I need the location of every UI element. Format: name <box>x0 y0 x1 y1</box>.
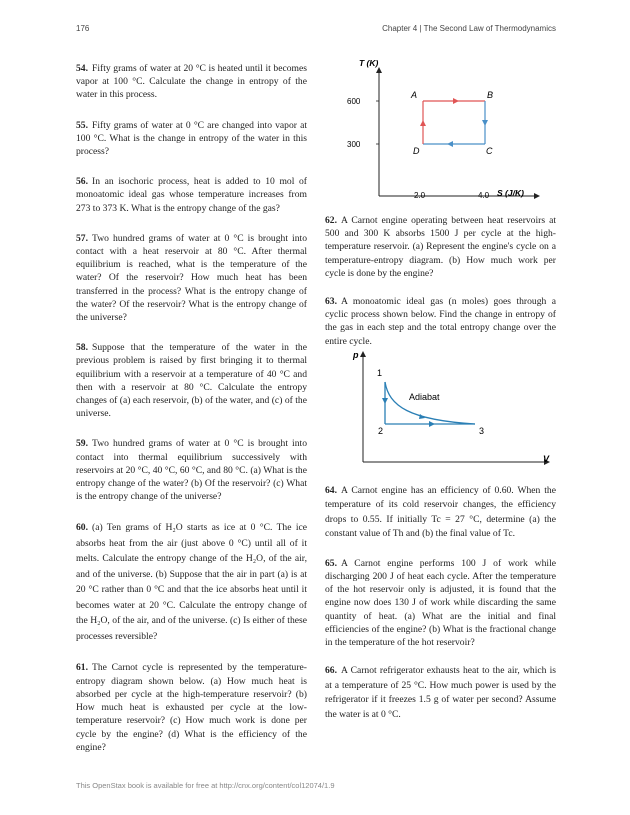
problem-text: (a) Ten grams of H₂O starts as ice at 0 °C. The ice absorbs heat from the air (just above 0 °C) until all of it melts. Calculate the entropy change of the H₂O, of the air, and of the universe. (b) Suppose that the air in part (a) is at 20 °C rather than 0 °C and that the ice absorbs heat until it becomes water at 20 °C. Calculate the entropy change of the H₂O, of the air, and of the universe. (c) Is either of these processes reversible? <box>76 522 307 642</box>
problem-58 <box>76 341 307 420</box>
adiabat-label: Adiabat <box>409 391 440 402</box>
problem-number: 59. <box>76 438 88 450</box>
x-tick-4: 4.0 <box>478 191 490 200</box>
pv-diagram-svg <box>325 348 556 466</box>
problem-63 <box>325 295 556 348</box>
problem-57 <box>76 232 307 324</box>
problem-text: A Carnot engine performs 100 J of work while discharging 200 J of heat each cycle. After the temperature of the hot reservoir only is adjusted, it is found that the engine now does 130 J of work while discarding the same quantity of heat. (a) What are the initial and final efficiencies of the engine? (b) What is the fractional change in the temperature of the hot reservoir? <box>325 557 556 649</box>
arrow-cd <box>447 141 453 147</box>
point-2-label: 2 <box>378 425 384 436</box>
point-c-label: C <box>486 146 493 156</box>
pv-diagram <box>325 348 556 466</box>
problem-text: Fifty grams of water at 0 °C are changed into vapor at 100 °C. What is the change in entropy of the water in this process? <box>76 119 307 158</box>
problem-59 <box>76 437 307 503</box>
footer: This OpenStax book is available for free at http://cnx.org/content/col12074/1.9 <box>76 781 335 790</box>
problem-54 <box>76 62 307 102</box>
x-tick-2: 2.0 <box>414 191 426 200</box>
point-3-label: 3 <box>479 425 485 436</box>
problem-66 <box>325 664 556 722</box>
problem-number: 58. <box>76 342 88 354</box>
arrow-ab <box>453 98 459 104</box>
problem-62 <box>325 214 556 280</box>
problem-61 <box>76 661 307 753</box>
problem-text: Two hundred grams of water at 0 °C is brought into contact with a heat reservoir at 80 °C. After thermal equilibrium is reached, what is the temperature of the water? Of the reservoir? How much heat has been transferred in the process? What is the entropy change of the water? Of the reservoir? What is the entropy change of the universe? <box>76 232 307 324</box>
problem-number: 57. <box>76 232 88 244</box>
y-axis-label: T (K) <box>359 58 379 68</box>
problem-56 <box>76 175 307 215</box>
problem-65 <box>325 557 556 649</box>
problem-number: 60. <box>76 522 88 534</box>
problem-64 <box>325 484 556 542</box>
problem-number: 55. <box>76 119 88 131</box>
problem-number: 61. <box>76 662 88 674</box>
y-tick-300: 300 <box>347 140 361 149</box>
x-axis-label: S (J/K) <box>497 188 524 198</box>
problem-text: In an isochoric process, heat is added to 10 mol of monoatomic ideal gas whose temperature increases from 273 to 373 K. What is the entropy change of the gas? <box>76 176 307 214</box>
problem-text: Suppose that the temperature of the water in the previous problem is raised by first bringing it to thermal equilibrium with a reservoir at a temperature of 40 °C and then with a reservoir at 80 °C. Calculate the entropy changes of (a) each reservoir, (b) of the water, and (c) of the universe. <box>76 342 307 420</box>
problem-text: The Carnot cycle is represented by the temperature-entropy diagram shown below. (a) How much heat is absorbed per cycle at the high-temperature reservoir? (b) How much heat is exhausted per cycle at the low-temperature reservoir? (c) How much work is done per cycle by the engine? (d) What is the efficiency of the engine? <box>76 662 307 753</box>
problem-text: A Carnot refrigerator exhausts heat to the air, which is at a temperature of 25 °C. How much power is used by the refrigerator if it freezes 1.5 g of water per second? Assume the water is at 0 °C. <box>325 665 556 720</box>
problem-60 <box>76 520 307 644</box>
problem-number: 54. <box>76 63 88 74</box>
arrow-23 <box>429 421 435 427</box>
right-column <box>325 56 556 722</box>
point-b-label: B <box>487 90 494 100</box>
problem-number: 62. <box>325 215 337 226</box>
problem-number: 66. <box>325 665 337 677</box>
y-tick-600: 600 <box>347 97 361 106</box>
arrow-da <box>420 120 426 126</box>
point-d-label: D <box>413 146 420 156</box>
left-column <box>76 58 307 754</box>
point-1-label: 1 <box>377 367 383 378</box>
problem-number: 65. <box>325 557 337 569</box>
page-number: 176 <box>76 24 90 33</box>
ts-diagram-svg <box>325 56 556 206</box>
problem-number: 56. <box>76 176 88 188</box>
arrow-bc <box>482 120 488 126</box>
problem-text: A monoatomic ideal gas (n moles) goes through a cyclic process shown below. Find the change in entropy of the gas in each step and the total entropy change over the entire cycle. <box>325 296 556 347</box>
problem-number: 63. <box>325 296 337 308</box>
problem-55 <box>76 119 307 159</box>
problem-text: Fifty grams of water at 20 °C is heated until it becomes vapor at 100 °C. Calculate the change in entropy of the water in this process. <box>76 63 307 101</box>
chapter-title: Chapter 4 | The Second Law of Thermodynamics <box>382 24 556 33</box>
arrow-12 <box>382 398 388 404</box>
v-axis-label: V <box>543 453 550 464</box>
problem-text: Two hundred grams of water at 0 °C is brought into contact into thermal equilibrium successively with reservoirs at 20 °C, 40 °C, 60 °C, and 80 °C. (a) What is the entropy change of the water? (b) Of the reservoir? (c) What is the entropy change of the universe? <box>76 438 307 503</box>
adiabat-curve <box>385 382 475 424</box>
point-a-label: A <box>411 90 418 100</box>
problem-number: 64. <box>325 484 337 496</box>
problem-text: A Carnot engine has an efficiency of 0.60. When the temperature of its cold reservoir changes, the efficiency drops to 0.55. If initially Tc = 27 °C, determine (a) the constant value of Th and (b) the final value of Tc. <box>325 484 556 540</box>
problem-text: A Carnot engine operating between heat reservoirs at 500 and 300 K absorbs 1500 J per cycle at the high-temperature reservoir. (a) Represent the engine's cycle on a temperature-entropy diagram. (b) How much work per cycle is done by the engine? <box>325 215 556 279</box>
p-axis-label: p <box>353 349 359 360</box>
ts-diagram <box>325 56 556 206</box>
